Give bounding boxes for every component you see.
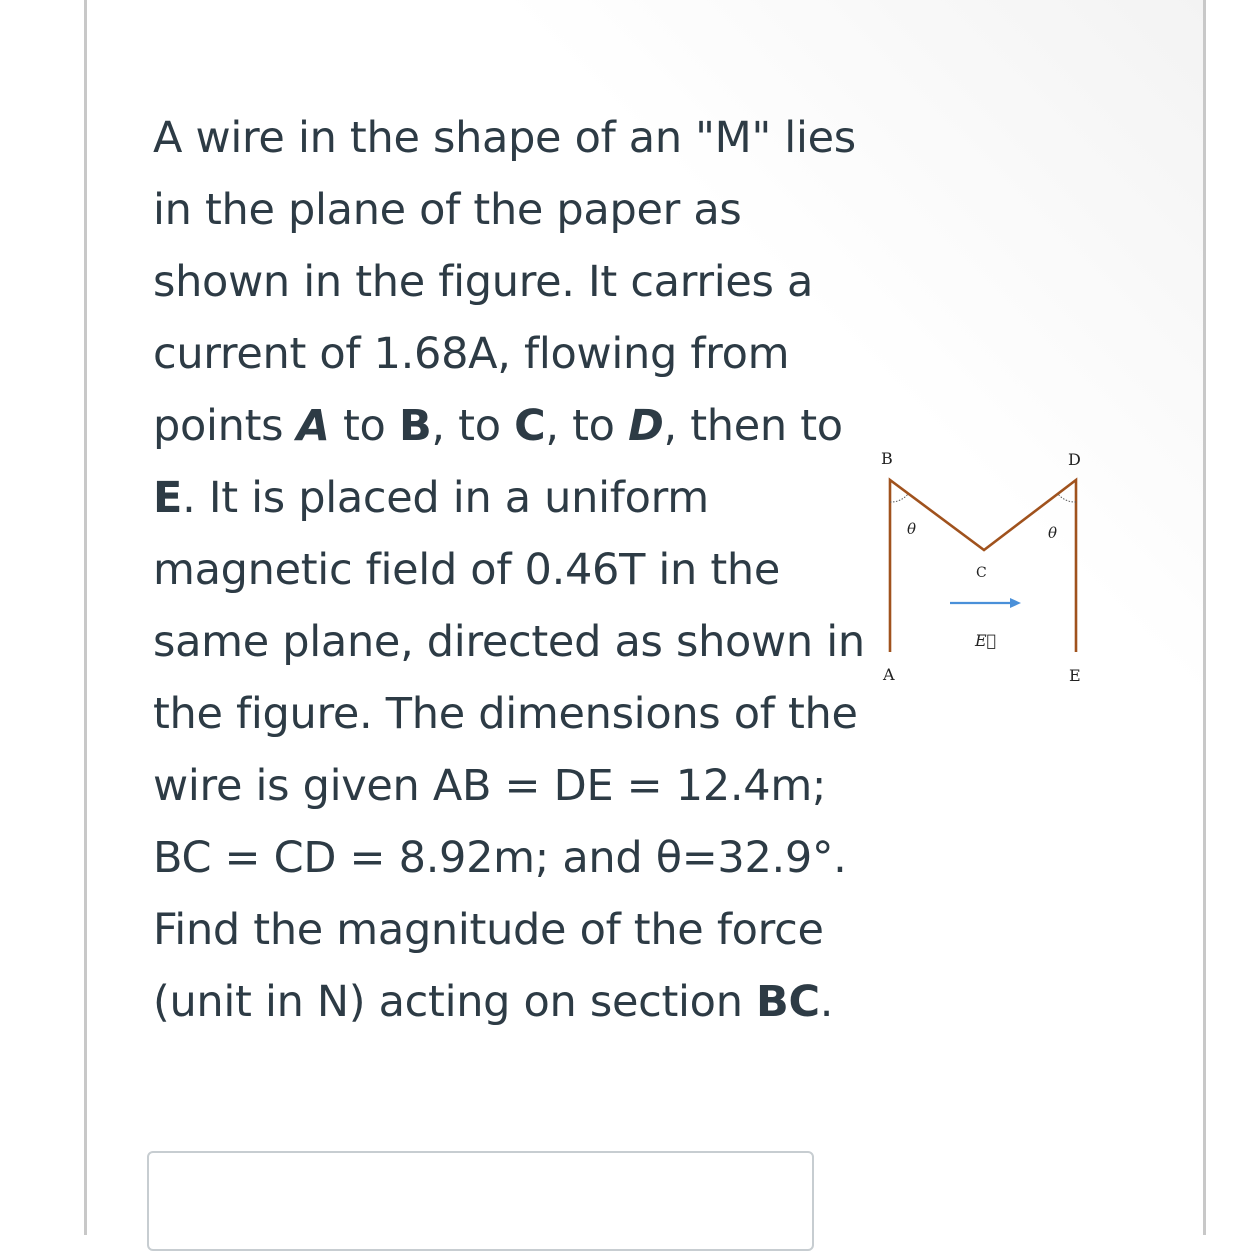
question-line-12: Find the magnitude of the force — [153, 905, 824, 955]
question-line-7: magnetic field of 0.46T in the — [153, 545, 781, 595]
point-b: B — [398, 401, 432, 451]
label-b: B — [881, 449, 893, 468]
text-fragment: , then to — [663, 401, 843, 451]
text-fragment: (unit in N) acting on section — [153, 977, 757, 1027]
content-border-right — [1203, 0, 1206, 1235]
m-wire-figure — [860, 440, 1100, 700]
label-d: D — [1068, 450, 1081, 469]
text-fragment: points — [153, 401, 297, 451]
theta-arc-right — [1058, 494, 1076, 502]
point-a: A — [296, 401, 330, 451]
question-line-8: same plane, directed as shown in — [153, 617, 865, 667]
question-line-5 — [153, 390, 853, 462]
text-fragment: , to — [431, 401, 515, 451]
content-border-left — [84, 0, 87, 1235]
text-fragment: , to — [545, 401, 629, 451]
question-text — [153, 102, 865, 1038]
field-label: E⃗ — [975, 631, 997, 650]
theta-label-left: θ — [907, 520, 917, 538]
question-line-4: current of 1.68A, flowing from — [153, 329, 790, 379]
question-line-10: wire is given AB = DE = 12.4m; — [153, 761, 827, 811]
question-line-2: in the plane of the paper as — [153, 185, 742, 235]
question-line-13 — [153, 966, 853, 1038]
text-fragment: to — [329, 401, 399, 451]
text-fragment: . It is placed in a uniform — [182, 473, 709, 523]
point-c: C — [514, 401, 546, 451]
question-line-9: the figure. The dimensions of the — [153, 689, 858, 739]
text-fragment: . — [819, 977, 834, 1027]
label-a: A — [883, 665, 895, 684]
question-line-1: A wire in the shape of an "M" lies — [153, 113, 856, 163]
field-arrow-head — [1010, 598, 1021, 608]
label-c: C — [976, 565, 987, 581]
section-bc: BC — [756, 977, 820, 1027]
point-d: D — [628, 401, 664, 451]
question-line-6 — [153, 462, 853, 534]
theta-arc-left — [890, 494, 908, 502]
question-line-11: BC = CD = 8.92m; and θ=32.9°. — [153, 833, 847, 883]
point-e: E — [153, 473, 183, 523]
label-e: E — [1069, 666, 1081, 685]
answer-input[interactable] — [147, 1151, 814, 1251]
theta-label-right: θ — [1048, 524, 1058, 542]
question-line-3: shown in the figure. It carries a — [153, 257, 814, 307]
